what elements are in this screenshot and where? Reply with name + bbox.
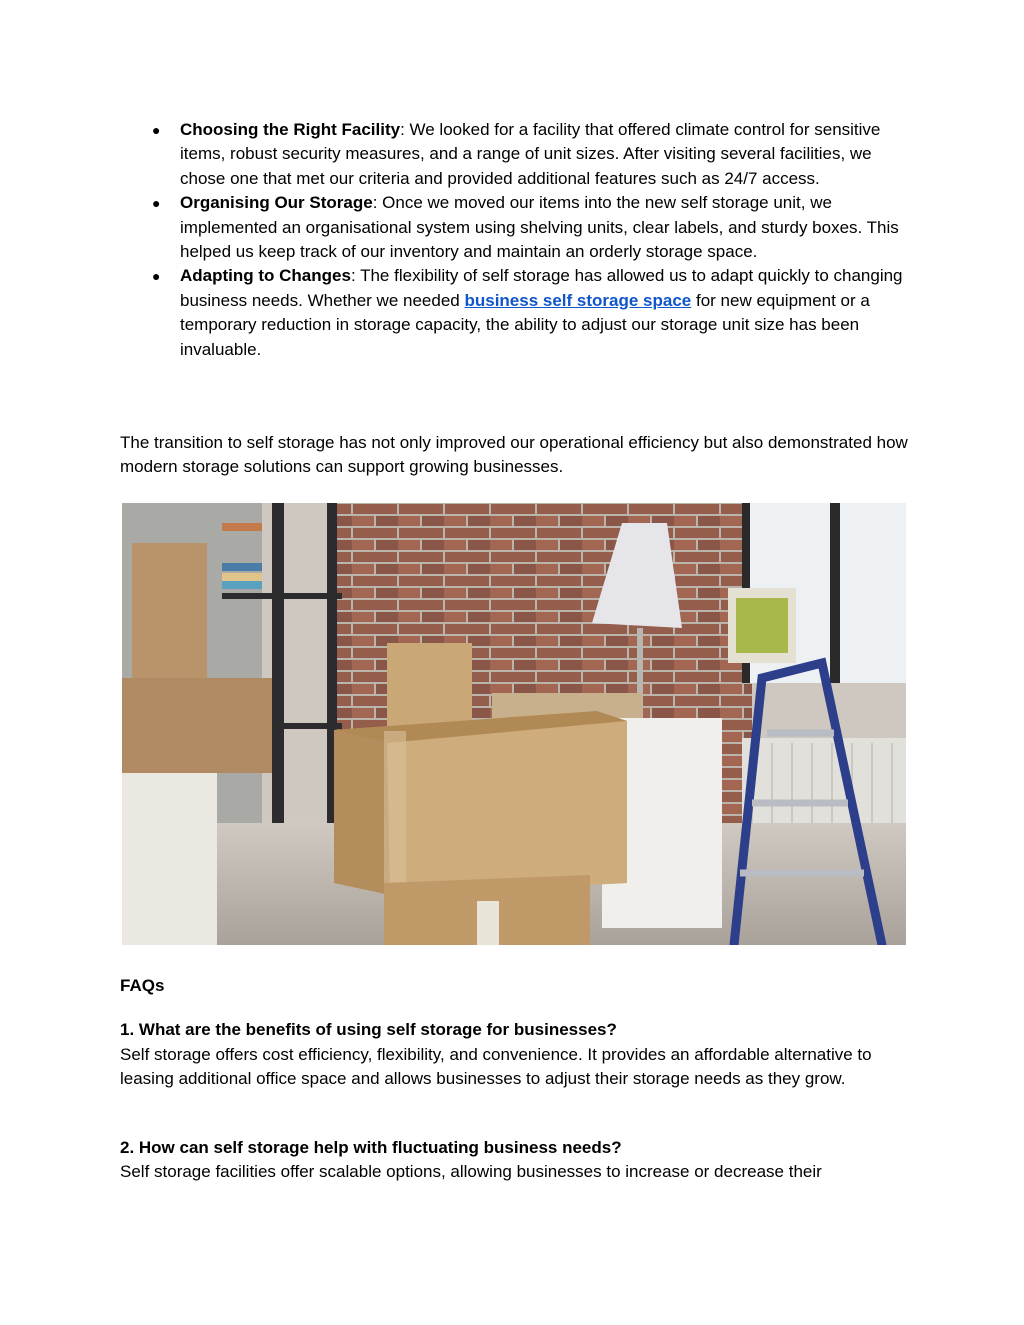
bullet-icon: ●: [152, 122, 161, 138]
faqs-title: FAQs: [120, 976, 165, 995]
bullet-icon: ●: [152, 195, 161, 212]
faq-question: 1. What are the benefits of using self storage for businesses?: [120, 1020, 617, 1039]
list-item-heading: Adapting to Changes: [180, 266, 351, 286]
list-item: [152, 264, 912, 362]
list-item: [152, 191, 912, 264]
faq-question: 2. How can self storage help with fluctuating business needs?: [120, 1138, 622, 1157]
list-item-heading: Choosing the Right Facility: [180, 120, 401, 139]
bullet-list: [152, 118, 912, 362]
faq-answer: Self storage offers cost efficiency, flexibility, and convenience. It provides an affordable alternative to leasing additional office space and allows businesses to adjust their storage needs as they grow.: [120, 1045, 872, 1089]
bullet-icon: ●: [152, 268, 161, 285]
business-storage-link[interactable]: business self storage space: [464, 290, 692, 310]
list-item: [152, 118, 912, 191]
list-item-text: : We looked for a facility that offered climate control for sensitive items, robust security measures, and a range of unit sizes. After visiting several facilities, we chose one that met our criteria and provided additional features such as 24/7 access.: [180, 120, 881, 188]
list-item-heading: Organising Our Storage: [180, 193, 373, 213]
list-item-text: : The flexibility of self storage has allowed us to adapt quickly to changing business needs. Whether we needed: [180, 266, 903, 310]
faq-answer: Self storage facilities offer scalable options, allowing businesses to increase or decrease their: [120, 1162, 822, 1181]
list-item-text: for new equipment or a temporary reduction in storage capacity, the ability to adjust our storage unit size has been invaluable.: [180, 290, 870, 359]
list-item-text: : Once we moved our items into the new self storage unit, we implemented an organisational system using shelving units, clear labels, and sturdy boxes. This helped us keep track of our inventory and maintain an orderly storage space.: [180, 193, 899, 262]
storage-boxes-photo: [122, 503, 906, 945]
transition-paragraph: The transition to self storage has not only improved our operational efficiency but also demonstrated how modern storage solutions can support growing businesses.: [120, 433, 908, 477]
